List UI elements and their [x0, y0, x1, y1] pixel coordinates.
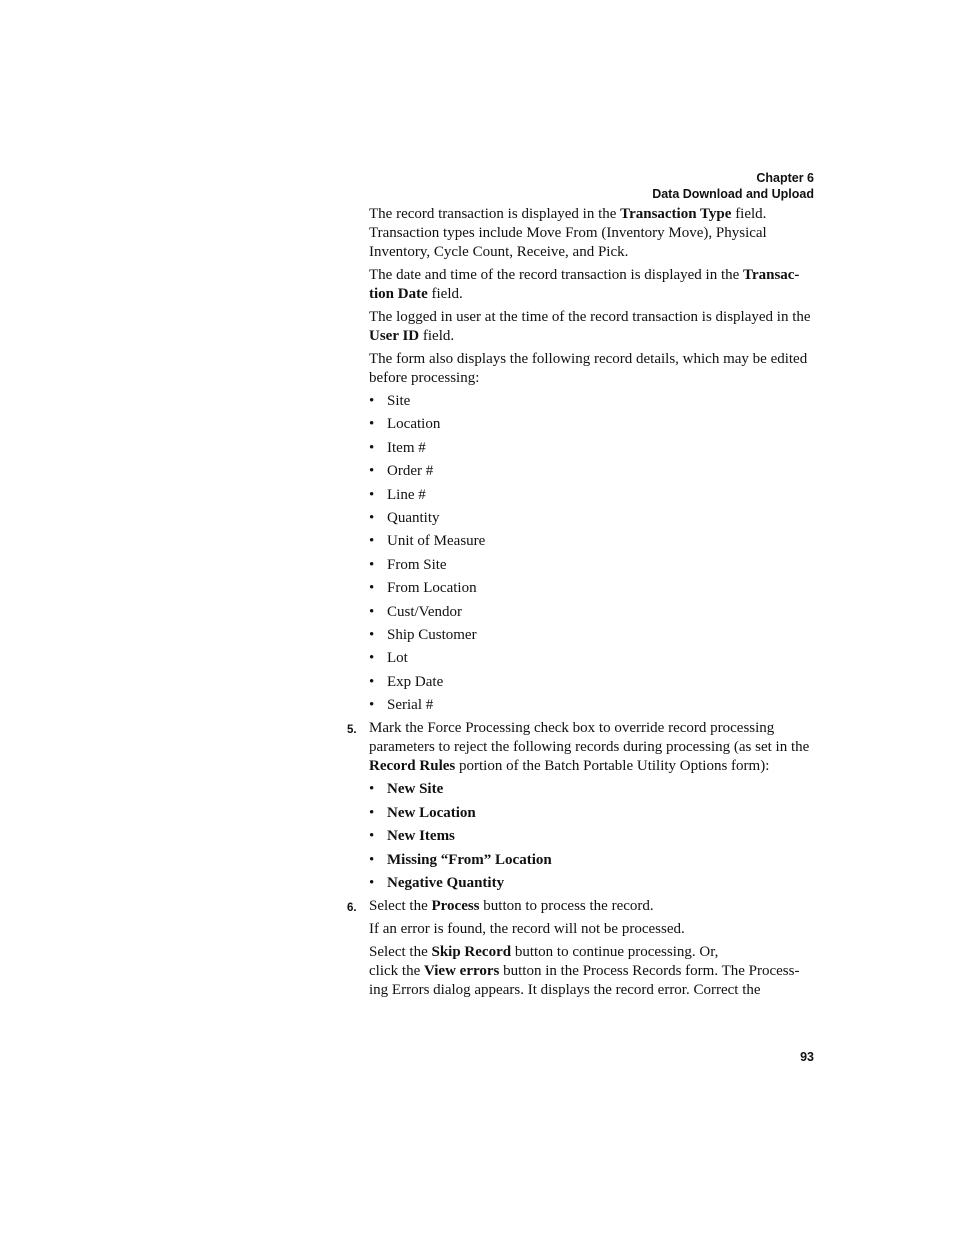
- bullet-icon: •: [369, 393, 375, 409]
- list-item: • New Items: [369, 828, 455, 845]
- list-item: • Cust/Vendor: [369, 603, 462, 620]
- list-item: • New Location: [369, 804, 476, 821]
- step-5: 5. Mark the Force Processing check box to override record processing parameters to reject the following records during processing (as set in the Record Rules portion of the Batch Portable Utility Options form):: [347, 720, 810, 775]
- bullet-icon: •: [369, 556, 375, 573]
- step-number: 6.: [347, 902, 357, 915]
- page-body: [347, 205, 816, 1004]
- bullet-icon: •: [369, 463, 375, 480]
- bullet-icon: •: [369, 875, 375, 892]
- bullet-icon: •: [369, 509, 375, 526]
- bullet-icon: •: [369, 603, 375, 620]
- list-item: • From Site: [369, 556, 447, 573]
- bullet-icon: •: [369, 626, 375, 643]
- paragraph-transaction-type: The record transaction is displayed in the Transaction Type field. Transaction types include Move From (Inventory Move), Physical Inventory, Cycle Count, Receive, and Pick.: [369, 206, 767, 260]
- paragraph-user-id: The logged in user at the time of the record transaction is displayed in the User ID field.: [369, 309, 811, 344]
- record-details-list: [369, 392, 816, 719]
- list-item: • Missing “From” Location: [369, 851, 552, 868]
- list-item: • Order #: [369, 463, 434, 480]
- list-item: • Negative Quantity: [369, 875, 505, 892]
- term-skip-record: Skip Record: [431, 944, 512, 961]
- list-item: • Serial #: [369, 697, 434, 714]
- paragraph-record-details: The form also displays the following record details, which may be edited before processing:: [369, 351, 808, 386]
- paragraph-skip-record: Select the Skip Record button to continue processing. Or, click the View errors button in the Process Records form. The Process-ing Errors dialog appears. It displays the record error. Correct the: [369, 944, 800, 999]
- step-number: 5.: [347, 724, 357, 737]
- step-6: 6. Select the Process button to process the record.: [369, 897, 816, 916]
- page-number: 93: [800, 1050, 814, 1064]
- list-item: • Line #: [369, 486, 426, 503]
- bullet-icon: •: [369, 486, 375, 503]
- chapter-title: Data Download and Upload: [652, 187, 814, 201]
- term-process: Process: [431, 898, 480, 915]
- term-user-id: User ID: [369, 328, 420, 344]
- term-record-rules: Record Rules: [369, 758, 456, 775]
- list-item: • Lot: [369, 650, 408, 667]
- bullet-icon: •: [369, 533, 375, 550]
- list-item: • Unit of Measure: [369, 533, 486, 550]
- list-item: • From Location: [369, 580, 477, 597]
- list-item: • Quantity: [369, 509, 440, 526]
- list-item: • Exp Date: [369, 673, 444, 690]
- term-view-errors: View errors: [423, 963, 500, 980]
- bullet-icon: •: [369, 416, 375, 433]
- bullet-icon: •: [369, 673, 375, 690]
- bullet-icon: •: [369, 650, 375, 667]
- reject-rules-list: [369, 780, 816, 897]
- bullet-icon: •: [369, 697, 375, 714]
- paragraph-transaction-date: The date and time of the record transaction is displayed in the Transac-tion Date field.: [369, 267, 800, 302]
- bullet-icon: •: [369, 580, 375, 597]
- term-transaction-type: Transaction Type: [620, 206, 732, 222]
- chapter-label: Chapter 6: [756, 171, 814, 185]
- list-item: • Site: [369, 393, 411, 409]
- list-item: • New Site: [369, 781, 444, 798]
- list-item: • Item #: [369, 439, 426, 456]
- bullet-icon: •: [369, 828, 375, 845]
- bullet-icon: •: [369, 439, 375, 456]
- term-transaction-date: Transac-tion Date: [369, 267, 800, 302]
- bullet-icon: •: [369, 851, 375, 868]
- bullet-icon: •: [369, 781, 375, 798]
- running-header: [652, 170, 814, 202]
- list-item: • Ship Customer: [369, 626, 477, 643]
- bullet-icon: •: [369, 804, 375, 821]
- list-item: • Location: [369, 416, 441, 433]
- paragraph-error: If an error is found, the record will not be processed.: [369, 921, 685, 938]
